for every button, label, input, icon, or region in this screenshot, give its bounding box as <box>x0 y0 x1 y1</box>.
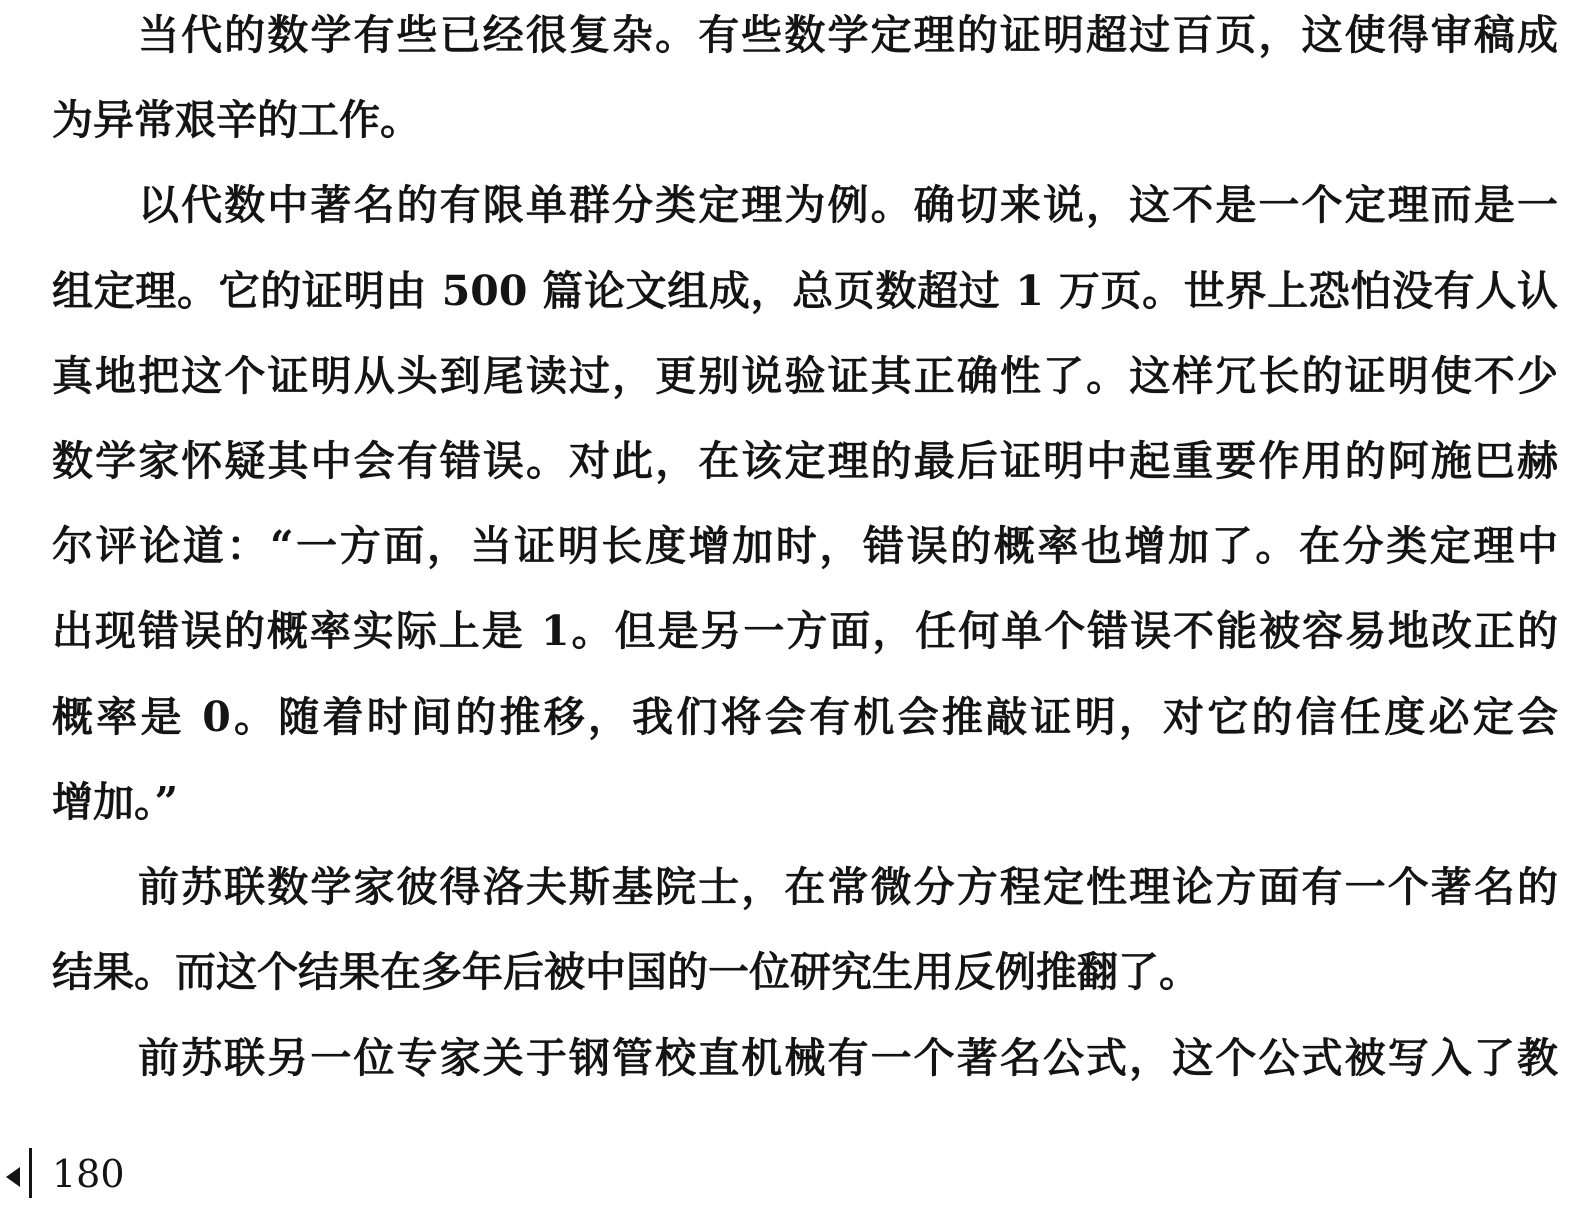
paragraph-2-line-6: 出现错误的概率实际上是 1。但是另一方面，任何单个错误不能被容易地改正的 <box>52 607 1558 655</box>
paragraph-2-line-3: 真地把这个证明从头到尾读过，更别说验证其正确性了。这样冗长的证明使不少 <box>52 352 1558 400</box>
paragraph-1-line-2: 为异常艰辛的工作。 <box>52 96 421 144</box>
left-triangle-icon <box>6 1167 20 1187</box>
paragraph-2-line-2: 组定理。它的证明由 500 篇论文组成，总页数超过 1 万页。世界上恐怕没有人认 <box>52 267 1558 315</box>
paragraph-2-line-8: 增加。” <box>52 778 179 826</box>
paragraph-2-line-5: 尔评论道：“一方面，当证明长度增加时，错误的概率也增加了。在分类定理中 <box>52 522 1558 570</box>
paragraph-2-line-1: 以代数中著名的有限单群分类定理为例。确切来说，这不是一个定理而是一 <box>138 181 1558 229</box>
paragraph-4-line-1: 前苏联另一位专家关于钢管校直机械有一个著名公式，这个公式被写入了教 <box>138 1034 1558 1082</box>
footer-divider <box>29 1148 32 1198</box>
paragraph-3-line-1: 前苏联数学家彼得洛夫斯基院士，在常微分方程定性理论方面有一个著名的 <box>138 863 1558 911</box>
page-footer <box>0 1148 300 1205</box>
paragraph-3-line-2: 结果。而这个结果在多年后被中国的一位研究生用反例推翻了。 <box>52 948 1200 996</box>
page-number: 180 <box>52 1152 125 1196</box>
paragraph-2-line-7: 概率是 0。随着时间的推移，我们将会有机会推敲证明，对它的信任度必定会 <box>52 693 1558 741</box>
paragraph-1-line-1: 当代的数学有些已经很复杂。有些数学定理的证明超过百页，这使得审稿成 <box>138 11 1558 59</box>
paragraph-2-line-4: 数学家怀疑其中会有错误。对此，在该定理的最后证明中起重要作用的阿施巴赫 <box>52 437 1558 485</box>
